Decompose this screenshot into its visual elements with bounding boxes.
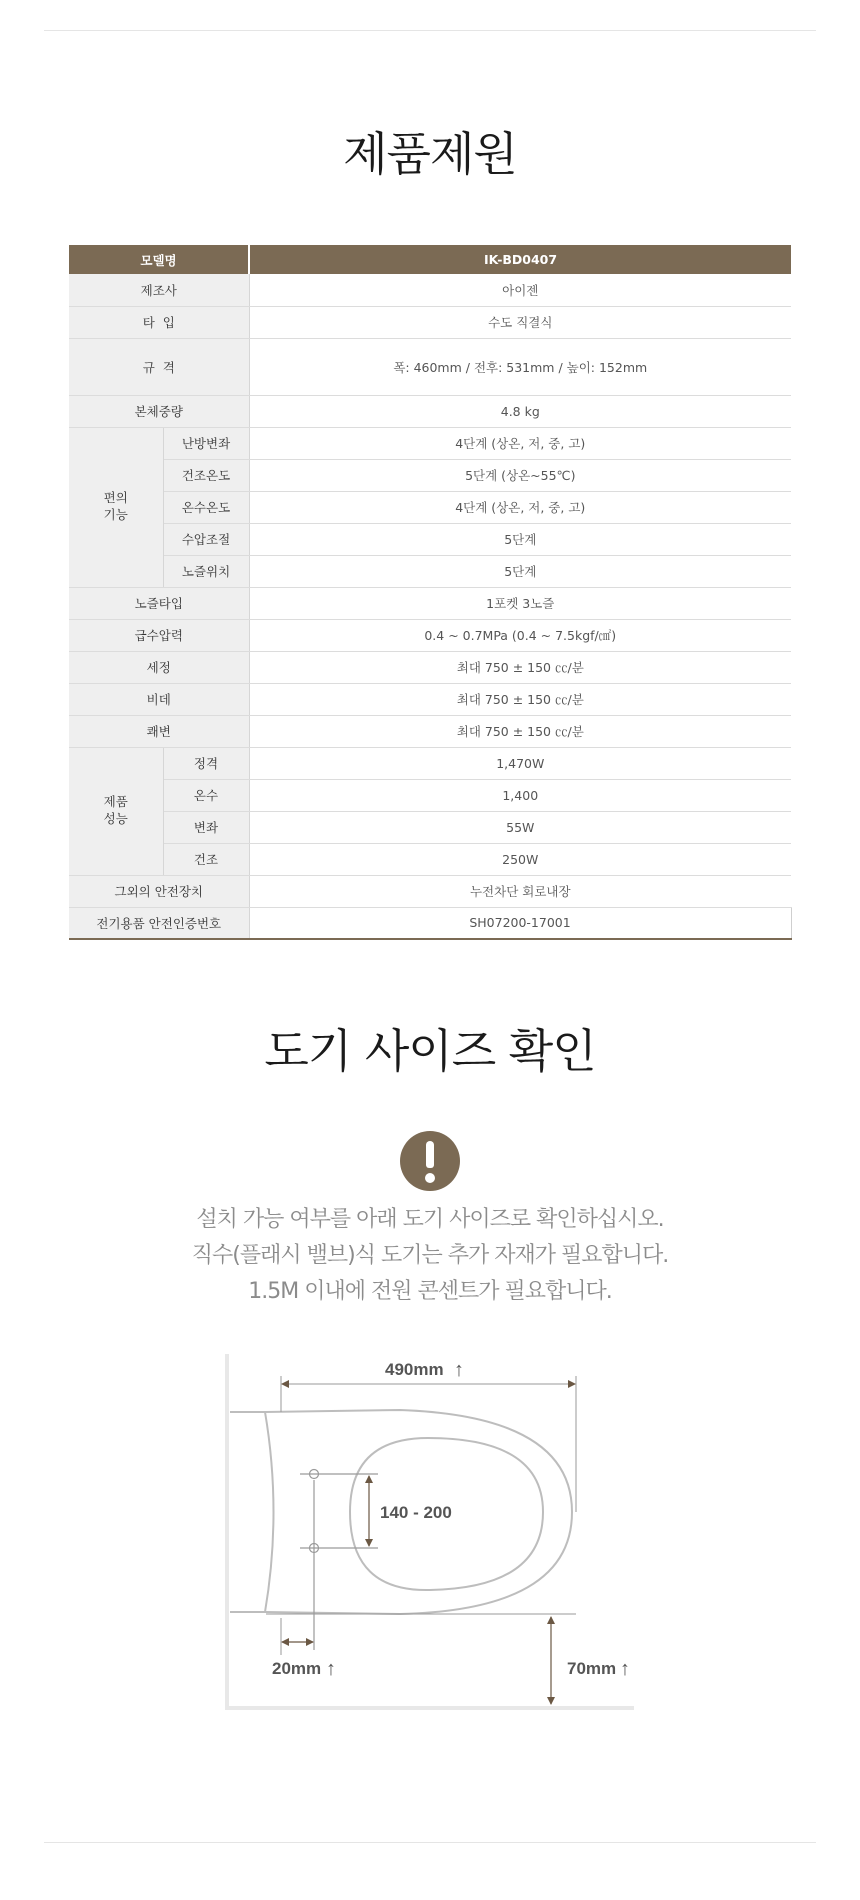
wash-label: 세정 <box>69 651 249 683</box>
water-pressure-value: 0.4 ~ 0.7MPa (0.4 ~ 7.5kgf/㎠) <box>249 619 791 651</box>
convenience-item-value: 5단계 (상온~55℃) <box>249 459 791 491</box>
notice-line: 1.5M 이내에 전원 콘센트가 필요합니다. <box>248 1279 612 1304</box>
manufacturer-label: 제조사 <box>69 274 249 306</box>
wash-value: 최대 750 ± 150 ㏄/분 <box>249 651 791 683</box>
convenience-item-label: 수압조절 <box>163 523 249 555</box>
convenience-item-value: 4단계 (상온, 저, 중, 고) <box>249 491 791 523</box>
performance-item-label: 정격 <box>163 747 249 779</box>
wall-floor-frame <box>225 1354 634 1710</box>
hole-distance-label: 140 - 200 <box>380 1503 452 1522</box>
comfort-value: 최대 750 ± 150 ㏄/분 <box>249 715 791 747</box>
safety-label: 그외의 안전장치 <box>69 875 249 907</box>
performance-item-value: 250W <box>249 843 791 875</box>
up-arrow-icon: ↑ <box>454 1359 464 1381</box>
performance-item-value: 1,470W <box>249 747 791 779</box>
mounting-hole-marks <box>300 1470 378 1651</box>
spec-title: 제품제원 <box>343 127 517 181</box>
bottom-divider <box>44 1842 816 1843</box>
performance-item-value: 1,400 <box>249 779 791 811</box>
convenience-item-label: 온수온도 <box>163 491 249 523</box>
performance-group-label: 제품 성능 <box>69 747 163 875</box>
convenience-item-label: 난방변좌 <box>163 427 249 459</box>
dimensions-label: 규 격 <box>69 338 249 395</box>
cert-value: SH07200-17001 <box>249 907 791 939</box>
convenience-group-label: 편의 기능 <box>69 427 163 587</box>
performance-item-label: 온수 <box>163 779 249 811</box>
cert-label: 전기용품 안전인증번호 <box>69 907 249 939</box>
convenience-item-value: 4단계 (상온, 저, 중, 고) <box>249 427 791 459</box>
convenience-item-label: 건조온도 <box>163 459 249 491</box>
performance-item-value: 55W <box>249 811 791 843</box>
bidet-label: 비데 <box>69 683 249 715</box>
type-value: 수도 직결식 <box>249 306 791 338</box>
width-label: 490mm <box>385 1360 444 1379</box>
offset-label: 20mm <box>272 1659 322 1678</box>
type-label: 타 입 <box>69 306 249 338</box>
up-arrow-icon: ↑ <box>620 1658 630 1680</box>
comfort-label: 쾌변 <box>69 715 249 747</box>
convenience-item-label: 노즐위치 <box>163 555 249 587</box>
width-dimension <box>281 1376 576 1512</box>
convenience-item-value: 5단계 <box>249 555 791 587</box>
bidet-value: 최대 750 ± 150 ㏄/분 <box>249 683 791 715</box>
nozzle-type-value: 1포켓 3노즐 <box>249 587 791 619</box>
model-label: 모델명 <box>69 245 249 274</box>
up-arrow-icon: ↑ <box>326 1658 336 1680</box>
performance-item-label: 변좌 <box>163 811 249 843</box>
notice-line: 직수(플래시 밸브)식 도기는 추가 자재가 필요합니다. <box>191 1243 669 1268</box>
convenience-item-value: 5단계 <box>249 523 791 555</box>
size-title: 도기 사이즈 확인 <box>264 1024 596 1078</box>
model-value: IK-BD0407 <box>249 245 791 274</box>
weight-value: 4.8 kg <box>249 395 791 427</box>
dimensions-value: 폭: 460mm / 전후: 531mm / 높이: 152mm <box>249 338 791 395</box>
notice-line: 설치 가능 여부를 아래 도기 사이즈로 확인하십시오. <box>196 1207 664 1232</box>
performance-item-label: 건조 <box>163 843 249 875</box>
manufacturer-value: 아이젠 <box>249 274 791 306</box>
offset-dimension <box>281 1618 313 1655</box>
weight-label: 본체중량 <box>69 395 249 427</box>
height-label: 70mm <box>567 1659 617 1678</box>
nozzle-type-label: 노즐타입 <box>69 587 249 619</box>
safety-value: 누전차단 회로내장 <box>249 875 791 907</box>
water-pressure-label: 급수압력 <box>69 619 249 651</box>
